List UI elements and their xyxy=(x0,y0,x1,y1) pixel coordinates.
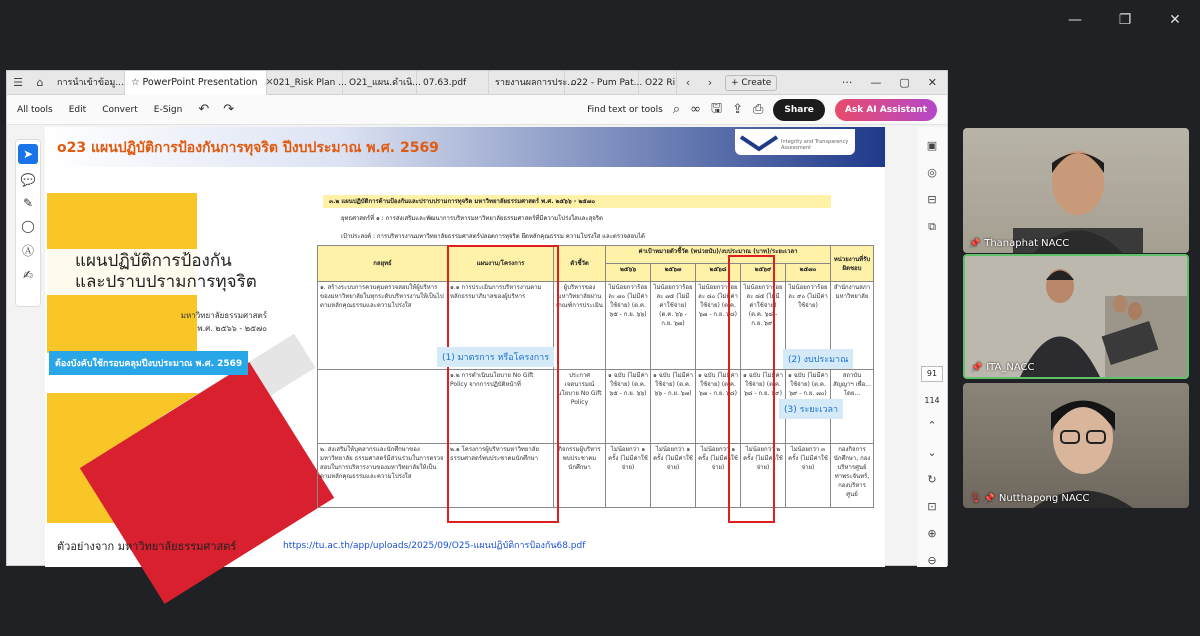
unit-cell: สำนักงานสภามหาวิทยาลัย xyxy=(831,282,874,370)
lasso-tool-icon[interactable]: ◯ xyxy=(21,219,35,233)
pdf-page xyxy=(45,127,885,567)
sidebar-toggle-icon[interactable]: ☰ xyxy=(13,76,23,89)
target-cell: ไม่น้อยกว่าร้อยละ ๘๐ (ไม่มีค่าใช้จ่าย) (ต.ค. ๖๗ - ก.ย. ๖๘) xyxy=(696,282,741,370)
participant-name: 📌 Thanaphat NACC xyxy=(969,238,1070,249)
plan-table xyxy=(317,245,874,508)
participant-video-icon xyxy=(1023,383,1143,508)
video-tile-ita[interactable] xyxy=(963,254,1189,379)
page-banner xyxy=(45,127,885,167)
doc-purpose: เป้าประสงค์ : การบริหารงานมหาวิทยาลัยธรรมศาสตร์ปลอดการทุจริต ยึดหลักคุณธรรม ความโปร่งใส และตรวจสอบได้ xyxy=(341,233,645,240)
tab-powerpoint[interactable]: ☆ PowerPoint Presentation ✕ xyxy=(125,71,267,95)
header-year: ๒๕๗๐ xyxy=(786,264,831,282)
fit-page-icon[interactable]: ⊡ xyxy=(927,500,937,513)
zoom-in-icon[interactable]: ⊕ xyxy=(927,527,937,540)
highlight-box-plan xyxy=(447,245,559,523)
strategy-cell: ๑. สร้างระบบการควบคุมตรวจสอบให้ผู้บริหารของมหาวิทยาลัยในทุกระดับบริหารงานให้เป็นไปตามหลักคุณธรรมและความโปร่งใส xyxy=(318,282,448,370)
strategy-cell: ๒. ส่งเสริมให้บุคลากรและนักศึกษาของมหาวิทยาลัย ธรรมศาสตร์มีส่วนร่วมในการตรวจสอบในการบริหารงานของมหาวิทยาลัยให้เป็นตามหลักคุณธรรมและความโปร่งใส xyxy=(318,444,448,508)
indicator-cell: กิจกรรมผู้บริหารพบประชาคมนักศึกษา xyxy=(554,444,606,508)
target-cell: ไม่น้อยกว่า ๑ ครั้ง (ไม่มีค่าใช้จ่าย) xyxy=(696,444,741,508)
chevron-down-icon[interactable]: ⌄ xyxy=(927,446,937,459)
header-year: ๒๕๖๗ xyxy=(651,264,696,282)
chevron-right-icon[interactable]: › xyxy=(707,76,713,89)
refresh-icon[interactable]: ↻ xyxy=(927,473,937,486)
target-cell: ๑ ฉบับ (ไม่มีค่าใช้จ่าย) (ต.ค. ๖๗ - ก.ย. ๖๘) xyxy=(696,370,741,444)
callout-budget: (2) งบประมาณ xyxy=(783,349,853,369)
target-cell: ไม่น้อยกว่า ๓ ครั้ง (ไม่มีค่าใช้จ่าย) xyxy=(786,444,831,508)
highlight-box-year xyxy=(728,255,775,523)
target-cell: ไม่น้อยกว่า ๑ ครั้ง (ไม่มีค่าใช้จ่าย) xyxy=(606,444,651,508)
tab-0[interactable]: การนำเข้าข้อมู... xyxy=(51,71,125,95)
minimize-button[interactable]: — xyxy=(1068,12,1082,28)
header-indicator: ตัวชี้วัด xyxy=(554,246,606,282)
edit-menu[interactable]: Edit xyxy=(68,104,87,115)
star-icon: ☆ xyxy=(131,76,143,88)
create-tab-button[interactable]: + Create xyxy=(725,75,777,91)
acrobat-window xyxy=(6,70,948,566)
video-tile-nutthapong[interactable] xyxy=(963,383,1189,508)
doc-strategy: ยุทธศาสตร์ที่ ๑ : การส่งเสริมและพัฒนาการบริหารมหาวิทยาลัยธรรมศาสตร์ที่มีความโปร่งใสและสุจริต xyxy=(341,215,603,222)
target-cell: ไม่น้อยกว่า ๑ ครั้ง (ไม่มีค่าใช้จ่าย) xyxy=(651,444,696,508)
tab-4[interactable]: 07.63.pdf xyxy=(417,71,489,95)
callout-duration: (3) ระยะเวลา xyxy=(779,399,843,419)
window-controls xyxy=(1050,8,1200,32)
tab-bar xyxy=(7,71,947,95)
plan-cover xyxy=(47,193,279,523)
share-button[interactable]: Share xyxy=(773,99,825,121)
header-plan: แผนงาน/โครงการ xyxy=(448,246,554,282)
page-total: 114 xyxy=(924,396,940,405)
toolbar xyxy=(7,95,947,125)
participant-name: 📌 ITA_NACC xyxy=(971,362,1035,373)
cover-title: แผนปฏิบัติการป้องกัน และปราบปรามการทุจริต xyxy=(47,249,279,295)
ita-logo-text: Integrity and Transparency Assessment xyxy=(781,139,849,151)
cover-subtitle: มหาวิทยาลัยธรรมศาสตร์ พ.ศ. ๒๕๖๖ - ๒๕๗๐ xyxy=(180,311,267,333)
ai-panel-icon[interactable]: ◎ xyxy=(927,166,937,179)
target-cell: ๑ ฉบับ (ไม่มีค่าใช้จ่าย) (ต.ค. ๖๖ - ก.ย. ๖๗) xyxy=(651,370,696,444)
app-maximize-icon[interactable]: ▢ xyxy=(899,76,910,89)
print-icon[interactable]: ⎙ xyxy=(752,102,764,117)
ita-logo-icon xyxy=(739,131,779,151)
comment-panel-icon[interactable]: ▣ xyxy=(926,139,938,152)
doc-heading: ๓.๒ แผนปฏิบัติการด้านป้องกันและปราบปรามการทุจริต มหาวิทยาลัยธรรมศาสตร์ พ.ศ. ๒๕๖๖ - ๒๕๗๐ xyxy=(323,195,831,208)
convert-menu[interactable]: Convert xyxy=(102,104,138,115)
source-link[interactable]: https://tu.ac.th/app/uploads/2025/09/O25-แผนปฏิบัติการป้องกัน68.pdf xyxy=(283,541,586,551)
target-cell: ๑ ฉบับ (ไม่มีค่าใช้จ่าย) (ต.ค. ๖๕ - ก.ย. ๖๖) xyxy=(606,370,651,444)
pin-icon: 📌 xyxy=(971,363,983,373)
target-cell: ไม่น้อยกว่าร้อยละ ๙๐ (ไม่มีค่าใช้จ่าย) xyxy=(786,282,831,370)
page-number-input[interactable]: 91 xyxy=(921,366,943,382)
close-window-button[interactable]: ✕ xyxy=(1169,12,1181,28)
indicator-cell: ประกาศเจตนารมณ์นโยบาย No Gift Policy xyxy=(554,370,606,444)
banner-title: o23 แผนปฏิบัติการป้องกันการทุจริต ปีงบประมาณ พ.ศ. 2569 xyxy=(57,140,439,156)
copy-icon[interactable]: ⧉ xyxy=(928,220,936,233)
close-tab-icon[interactable]: ✕ xyxy=(265,76,274,88)
text-tool-icon[interactable]: Ⓐ xyxy=(21,244,34,258)
zoom-out-icon[interactable]: ⊖ xyxy=(927,554,937,567)
select-tool-icon[interactable]: ➤ xyxy=(18,144,38,164)
tab-2[interactable]: 021_Risk Plan ... xyxy=(267,71,343,95)
video-tile-thanaphat[interactable] xyxy=(963,128,1189,253)
target-cell: ไม่น้อยกว่าร้อยละ ๗๐ (ไม่มีค่าใช้จ่าย) (ต.ค. ๖๕ - ก.ย. ๖๖) xyxy=(606,282,651,370)
strategy-cell xyxy=(318,370,448,444)
header-year: ๒๕๖๘ xyxy=(696,264,741,282)
comment-tool-icon[interactable]: 💬 xyxy=(20,173,36,187)
redo-icon[interactable]: ↷ xyxy=(223,102,235,117)
example-caption: ตัวอย่างจาก มหาวิทยาลัยธรรมศาสตร์ xyxy=(57,540,237,553)
header-strategy: กลยุทธ์ xyxy=(318,246,448,282)
maximize-button[interactable]: ❐ xyxy=(1118,12,1132,28)
esign-menu[interactable]: E-Sign xyxy=(153,104,183,115)
tab-7[interactable]: O22 Ri xyxy=(639,71,677,95)
participant-video-icon xyxy=(965,256,1187,377)
participant-name: 🎙 📌 Nutthapong NACC xyxy=(969,493,1090,504)
tab-3[interactable]: O21_แผน.ดำเนิ... xyxy=(343,71,417,95)
home-icon[interactable]: ⌂ xyxy=(36,76,44,89)
pin-icon: 📌 xyxy=(983,494,995,504)
participant-video-icon xyxy=(1013,138,1143,253)
target-cell: ไม่น้อยกว่า ๒ ครั้ง (ไม่มีค่าใช้จ่าย) xyxy=(741,444,786,508)
stamp-tool-icon[interactable]: ✍ xyxy=(22,268,34,282)
indicator-cell: ผู้บริหารของมหาวิทยาลัยผ่านเกณฑ์การประเมิน xyxy=(554,282,606,370)
header-year: ๒๕๖๖ xyxy=(606,264,651,282)
chevron-left-icon[interactable]: ‹ xyxy=(685,76,691,89)
unit-cell: สถาบันสัญญาฯ เพื่อ... โดย... xyxy=(831,370,874,444)
pen-tool-icon[interactable]: ✎ xyxy=(22,196,34,210)
chevron-up-icon[interactable]: ⌃ xyxy=(927,419,937,432)
find-tools-field[interactable]: Find text or tools xyxy=(587,104,663,115)
callout-measure: (1) มาตรการ หรือโครงการ xyxy=(437,347,554,367)
tab-6[interactable]: o22 - Pum Pat... xyxy=(565,71,639,95)
ai-assistant-button[interactable]: Ask AI Assistant xyxy=(835,99,937,121)
pin-icon: 📌 xyxy=(969,239,981,249)
muted-mic-icon: 🎙 xyxy=(969,493,982,504)
unit-cell: กองกิจการนักศึกษา, กองบริหารศูนย์ท่าพระจันทร์, กองบริหารศูนย์ xyxy=(831,444,874,508)
tab-5[interactable]: รายงานผลการประ... xyxy=(489,71,565,95)
all-tools-menu[interactable]: All tools xyxy=(17,104,53,115)
target-cell: ๑ ฉบับ (ไม่มีค่าใช้จ่าย) (ต.ค. ๖๙ - ก.ย. ๗๐) xyxy=(786,370,831,444)
app-close-icon[interactable]: ✕ xyxy=(927,76,937,89)
undo-icon[interactable]: ↶ xyxy=(198,102,210,117)
app-minimize-icon[interactable]: — xyxy=(870,76,882,89)
bookmark-icon[interactable]: ⊟ xyxy=(927,193,937,206)
plan-cell: ๒.๑ โครงการผู้บริหารมหาวิทยาลัยธรรมศาสตร์พบประชาคมนักศึกษา xyxy=(448,444,554,508)
upload-icon[interactable]: ⇪ xyxy=(732,102,743,117)
target-cell: ไม่น้อยกว่าร้อยละ ๗๕ (ไม่มีค่าใช้จ่าย) (ต.ค. ๖๖ - ก.ย. ๖๗) xyxy=(651,282,696,370)
save-icon[interactable]: 🖫 xyxy=(710,100,723,116)
more-icon[interactable]: ··· xyxy=(841,76,853,89)
header-target: ค่าเป้าหมายตัวชี้วัด (หน่วยนับ)/งบประมาณ (บาท)/ระยะเวลา xyxy=(606,246,831,264)
left-tool-panel xyxy=(15,139,41,307)
right-tool-panel xyxy=(917,127,947,567)
link-icon[interactable]: ∞ xyxy=(690,102,701,117)
target-cell: ๑ ฉบับ (ไม่มีค่าใช้จ่าย) (ต.ค. ๖๘ - ก.ย. ๖๙) xyxy=(741,370,786,444)
cover-badge: ต้องบังคับใช้กรอบคลุมปีงบประมาณ พ.ศ. 2569 xyxy=(49,351,248,375)
table-row xyxy=(318,444,874,508)
plan-cell: ๑.๑ การประเมินการบริหารงานตามหลักธรรมาภิบาลของผู้บริหาร xyxy=(448,282,554,370)
ita-logo xyxy=(735,129,855,155)
target-cell: ไม่น้อยกว่าร้อยละ ๘๕ (ไม่มีค่าใช้จ่าย) (ต.ค. ๖๘ - ก.ย. ๖๙) xyxy=(741,282,786,370)
header-year: ๒๕๖๙ xyxy=(741,264,786,282)
header-unit: หน่วยงานที่รับผิดชอบ xyxy=(831,246,874,282)
search-icon[interactable]: ⌕ xyxy=(672,102,681,117)
plan-cell: ๑.๒ การดำเนินนโยบาย No Gift Policy จากการปฏิบัติหน้าที่ xyxy=(448,370,554,444)
